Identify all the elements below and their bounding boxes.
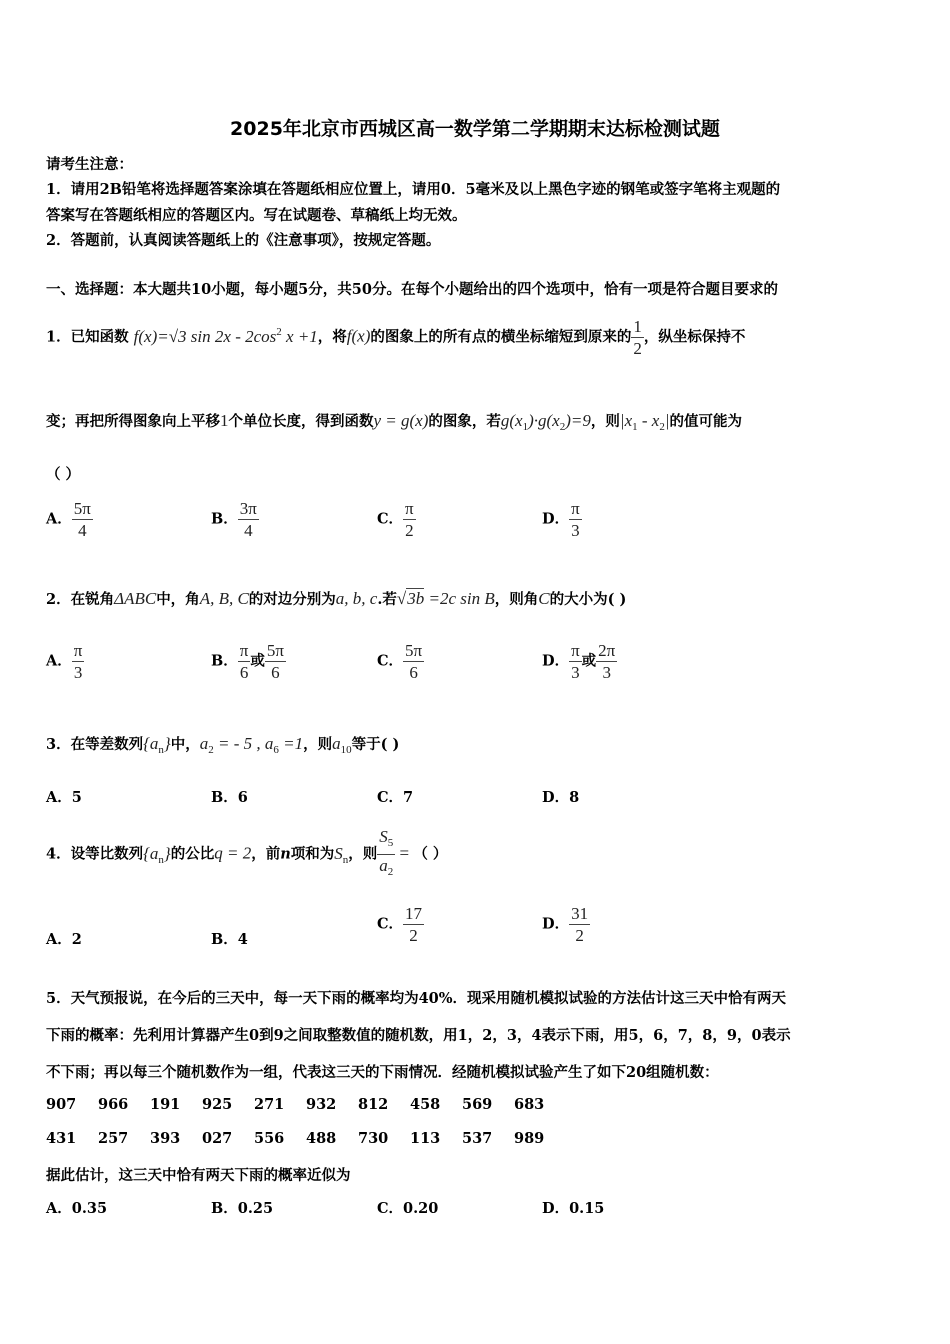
q4-option-c: C． $\frac{17}{2}$	[377, 904, 423, 945]
q2-option-a: A． $\frac{\pi}{3}$	[46, 641, 83, 682]
q1-text-4: ，纵坐标保持不	[643, 328, 746, 346]
q3-sequence: $\{a_n\}$	[143, 734, 171, 756]
q3-option-c: C．7	[377, 789, 414, 806]
q1-text-8: ，则	[590, 413, 620, 430]
q3-option-d: D．8	[542, 789, 580, 806]
q1-option-b: B． $\frac{3\pi}{4}$	[211, 499, 257, 540]
notice-item-1: 1．请用2B铅笔将选择题答案涂填在答题纸相应位置上，请用0．5毫米及以上黑色字迹的钢笔或签字笔将主观题的	[46, 181, 781, 198]
q4-option-b: B．4	[211, 931, 248, 948]
q2-triangle: ΔABC	[114, 589, 157, 608]
q4-sn: $S_n$	[334, 843, 349, 866]
q1-fx: f(x)	[346, 326, 371, 346]
q2-angle-c: C	[538, 589, 550, 608]
q1-answer-paren: （ ）	[46, 466, 81, 483]
q1-g-function: y = g(x)	[373, 411, 429, 430]
q1-function-f: f(x)=√3 $\sin 2x - 2\cos^2$ x +1	[133, 325, 318, 346]
q3-option-a: A．5	[46, 789, 82, 806]
q2-option-d: D． $\frac{\pi}{3}$ 或 $\frac{2\pi}{3}$	[542, 641, 616, 682]
q5-line-4: 据此估计，这三天中恰有两天下雨的概率近似为	[46, 1167, 351, 1184]
q2-equation: √3b =2c sin B	[396, 589, 495, 608]
q3-given: $a_2$ = - 5 , $a_6 =1$	[199, 734, 304, 756]
notice-item-1-cont: 答案写在答题纸相应的答题区内。写在试题卷、草稿纸上均无效。	[46, 207, 467, 224]
q1-fraction-half: $\frac{1}{2}$	[633, 317, 642, 358]
q3-option-b: B．6	[211, 789, 248, 806]
q1-text-6: 个单位长度，得到函数	[228, 413, 374, 430]
q3-a10: $a_{10}$	[332, 734, 352, 756]
q2-option-c: C． $\frac{5\pi}{6}$	[377, 641, 423, 682]
q5-option-c: C．0.20	[377, 1200, 439, 1217]
q1-text-9: 的值可能为	[669, 413, 743, 430]
notice-heading: 请考生注意：	[46, 156, 133, 173]
q1-text-5: 变；再把所得图象向上平移	[46, 413, 220, 430]
q1-text-3: 的图象上的所有点的横坐标缩短到原来的	[370, 328, 632, 346]
q5-line-1: 5．天气预报说，在今后的三天中，每一天下雨的概率均为40%．现采用随机模拟试验的方法估计这三天中恰有两天	[46, 990, 787, 1007]
q1-option-a: A． $\frac{5\pi}{4}$	[46, 499, 91, 540]
q1-abs-diff: $|x_1 - x_2|$	[619, 411, 670, 433]
q5-option-d: D．0.15	[542, 1200, 605, 1217]
q1-text-2: ，将	[317, 328, 347, 346]
q5-random-row-2: 431 257 393 027 556 488 730 113 537 989	[46, 1130, 545, 1147]
q4-fraction: $\frac{S_5}{a_2}$	[379, 827, 394, 878]
q5-line-2: 下雨的概率：先利用计算器产生0到9之间取整数值的随机数，用1，2，3，4表示下雨，用5，6，7，8，9，0表示	[46, 1027, 791, 1044]
q5-line-3: 不下雨；再以每三个随机数作为一组，代表这三天的下雨情况．经随机模拟试验产生了如下20组随机数：	[46, 1064, 719, 1081]
q1-text-1: 1．已知函数	[46, 328, 129, 346]
notice-item-2: 2．答题前，认真阅读答题纸上的《注意事项》，按规定答题。	[46, 232, 441, 249]
q5-random-row-1: 907 966 191 925 271 932 812 458 569 683	[46, 1096, 545, 1113]
question-1-line-1	[46, 316, 745, 359]
q1-option-d: D． $\frac{\pi}{3}$	[542, 499, 580, 540]
q4-sequence: $\{a_n\}$	[143, 843, 171, 866]
question-1-line-2	[46, 410, 742, 433]
question-2: 2．在锐角ΔABC中，角A, B, C的对边分别为a, b, c.若√3b =2c sin B，则角C的大小为( )	[46, 589, 627, 608]
q4-option-d: D． $\frac{31}{2}$	[542, 904, 589, 945]
q5-option-b: B．0.25	[211, 1200, 274, 1217]
q2-sides: a, b, c	[335, 589, 378, 608]
q4-ratio: q = 2	[214, 843, 252, 863]
q1-one: 1	[220, 411, 229, 430]
q4-option-a: A．2	[46, 931, 82, 948]
q5-option-a: A．0.35	[46, 1200, 108, 1217]
question-4: 4．设等比数列$\{a_n\}$的公比q = 2，前n项和为$S_n$，则 $\frac{S_5}{a_2}$ = （ ）	[46, 826, 447, 883]
question-3: 3．在等差数列$\{a_n\}$中，$a_2$ = - 5 , $a_6 =1$，则$a_{10}$等于( )	[46, 734, 400, 756]
page-title: 2025年北京市西城区高一数学第二学期期末达标检测试题	[230, 118, 720, 140]
q2-option-b: B． $\frac{\pi}{6}$ 或 $\frac{5\pi}{6}$	[211, 641, 284, 682]
section-heading: 一、选择题：本大题共10小题，每小题5分，共50分。在每个小题给出的四个选项中，恰有一项是符合题目要求的	[46, 281, 778, 298]
q1-option-c: C． $\frac{\pi}{2}$	[377, 499, 414, 540]
q1-text-7: 的图象，若	[428, 413, 501, 430]
q2-angles: A, B, C	[199, 589, 249, 608]
q1-condition: $g(x_1)\cdot g(x_2)=9$	[500, 411, 591, 433]
